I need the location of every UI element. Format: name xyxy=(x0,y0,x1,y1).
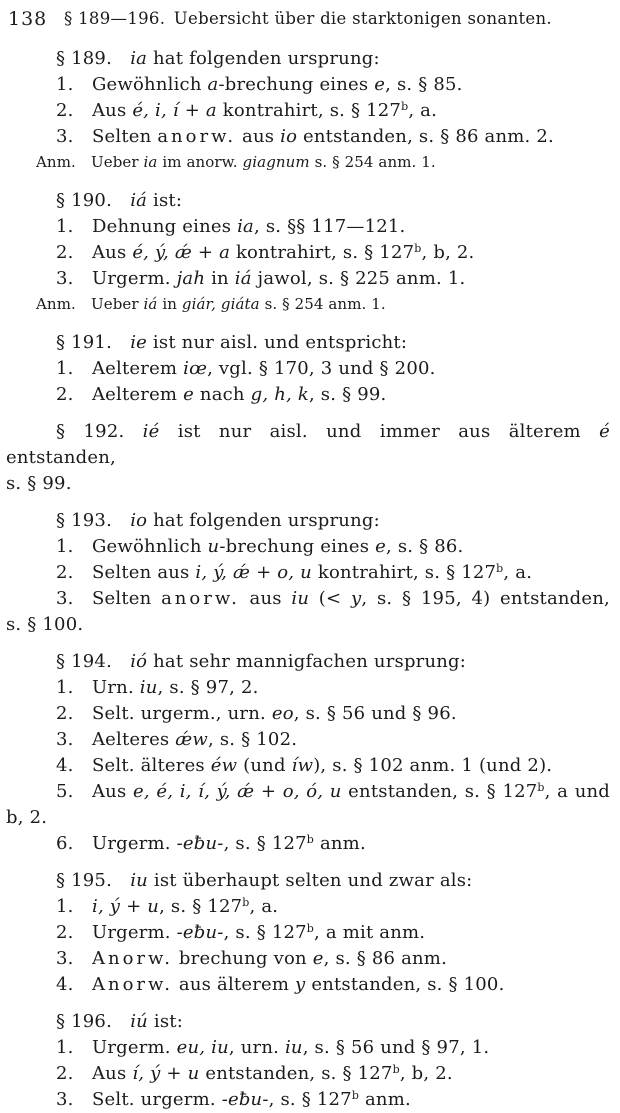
list-item: 1. Gewöhnlich a-brechung eines e, s. § 85. xyxy=(56,74,463,95)
list-item: 4. Selt. älteres éw (und íw), s. § 102 anm. 1 (und 2). xyxy=(56,755,553,776)
list-item: 2. Aus é, i, í + a kontrahirt, s. § 127$^b$, a. xyxy=(56,100,438,121)
list-item: 2. Urgerm. -eƀu-, s. § 127$^b$, a mit anm. xyxy=(56,922,426,943)
section-heading: § 190. iá ist: xyxy=(56,190,183,211)
running-header xyxy=(6,7,610,33)
list-item: 2. Selten aus i, ý, ǽ + o, u kontrahirt, s. § 127$^b$, a. xyxy=(56,562,533,583)
section xyxy=(6,649,610,857)
section-note: Anm. Ueber iá in giár, giáta s. § 254 anm. 1. xyxy=(36,295,386,313)
list-item: 1. Dehnung eines ia, s. §§ 117—121. xyxy=(56,216,406,237)
list-item: 1. Urgerm. eu, iu, urn. iu, s. § 56 und § 97, 1. xyxy=(56,1037,490,1058)
section-heading: § 191. ie ist nur aisl. und entspricht: xyxy=(56,332,408,353)
running-title: § 189—196. Uebersicht über die starktonigen sonanten. xyxy=(64,9,552,28)
list-item: 3. Aelteres ǽw, s. § 102. xyxy=(56,729,298,750)
list-item xyxy=(6,586,610,638)
list-item: 1. Urn. iu, s. § 97, 2. xyxy=(56,677,259,698)
list-item: 1. Aelterem iœ, vgl. § 170, 3 und § 200. xyxy=(56,358,436,379)
list-item: 5. Aus e, é, i, í, ý, ǽ + o, ó, u entstanden, s. § 127$^b$, a und b, 2. xyxy=(6,781,611,828)
section xyxy=(6,46,610,175)
text-block xyxy=(6,46,610,1113)
list-item: 3. Urgerm. jah in iá jawol, s. § 225 anm. 1. xyxy=(56,268,466,289)
list-item: 2. Selt. urgerm., urn. eo, s. § 56 und § 96. xyxy=(56,703,457,724)
section xyxy=(6,508,610,638)
line-continuation: s. § 100. xyxy=(6,614,84,635)
section-heading xyxy=(6,419,610,497)
list-item: 2. Aus é, ý, ǽ + a kontrahirt, s. § 127$^b$, b, 2. xyxy=(56,242,475,263)
section xyxy=(6,330,610,408)
section xyxy=(6,419,610,497)
line-first: § 192. ié ist nur aisl. und immer aus älterem é entstanden, xyxy=(6,421,611,468)
list-item: 1. i, ý + u, s. § 127$^b$, a. xyxy=(56,896,279,917)
line-first: 3. Selten anorw. aus iu (< y, s. § 195, 4) entstanden, xyxy=(56,588,610,609)
section-heading: § 193. io hat folgenden ursprung: xyxy=(56,510,380,531)
section xyxy=(6,868,610,998)
list-item: 4. Anorw. aus älterem y entstanden, s. § 100. xyxy=(56,974,505,995)
page-number: 138 xyxy=(8,8,48,30)
list-item: 3. Selten anorw. aus io entstanden, s. § 86 anm. 2. xyxy=(56,126,554,147)
section xyxy=(6,1009,610,1113)
list-item: 2. Aelterem e nach g, h, k, s. § 99. xyxy=(56,384,387,405)
section-heading: § 195. iu ist überhaupt selten und zwar als: xyxy=(56,870,473,891)
list-item: 3. Selt. urgerm. -eƀu-, s. § 127$^b$ anm. xyxy=(56,1089,411,1110)
list-item: 6. Urgerm. -eƀu-, s. § 127$^b$ anm. xyxy=(56,833,366,854)
section-heading: § 196. iú ist: xyxy=(56,1011,183,1032)
section-heading: § 194. ió hat sehr mannigfachen ursprung: xyxy=(56,651,467,672)
list-item: 1. Gewöhnlich u-brechung eines e, s. § 86. xyxy=(56,536,464,557)
section-note: Anm. Ueber ia im anorw. giagnum s. § 254 anm. 1. xyxy=(36,153,436,171)
section-heading: § 189. ia hat folgenden ursprung: xyxy=(56,48,380,69)
section xyxy=(6,188,610,317)
list-item: 3. Anorw. brechung von e, s. § 86 anm. xyxy=(56,948,447,969)
list-item: 2. Aus í, ý + u entstanden, s. § 127$^b$, b, 2. xyxy=(56,1063,453,1084)
line-continuation: s. § 99. xyxy=(6,473,72,494)
